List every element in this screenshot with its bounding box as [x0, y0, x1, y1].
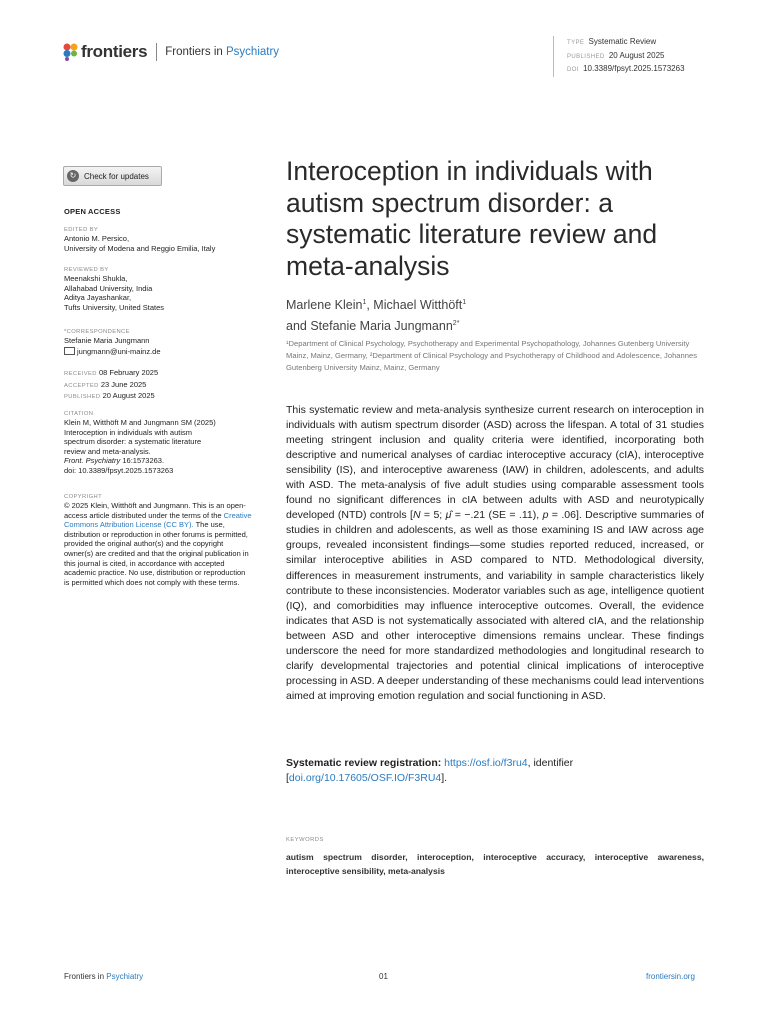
- frontiers-logo-icon: [63, 43, 78, 61]
- page-number: 01: [379, 972, 388, 981]
- journal-header: [63, 42, 279, 62]
- dates: RECEIVED 08 February 2025 ACCEPTED 23 June 2025 PUBLISHED 20 August 2025: [64, 368, 159, 401]
- license-link[interactable]: Creative Commons Attribution License (CC BY).: [64, 510, 252, 530]
- edited-by: EDITED BY Antonio M. Persico, University of Modena and Reggio Emilia, Italy: [64, 227, 216, 253]
- refresh-icon: ↻: [67, 170, 79, 182]
- journal-name[interactable]: Frontiers in Psychiatry: [165, 46, 280, 58]
- author-name[interactable]: Stefanie Maria Jungmann: [310, 318, 453, 333]
- published-date: 20 August 2025: [608, 50, 665, 60]
- email-link[interactable]: jungmann@uni-mainz.de: [64, 346, 254, 357]
- citation: CITATION Klein M, Witthöft M and Jungmann SM (2025) Interoception in individuals with autism spectrum disorder: a systematic literature review and meta-analysis. Front. Psychiatry 16:1573263. doi: 10.3389/fpsyt.2025.1573263: [64, 411, 216, 475]
- affiliations: ¹Department of Clinical Psychology, Psychotherapy and Experimental Psychopathology, Johannes Gutenberg University Mainz, Mainz, Germany, ²Department of Clinical Psychology and Psychotherapy of Childhood and Adolescence, Johannes Gutenberg University Mainz, Mainz, Germany: [286, 339, 697, 372]
- doi-label: DOI: [567, 67, 579, 73]
- osf-link[interactable]: https://osf.io/f3ru4: [444, 757, 528, 769]
- correspondence: *CORRESPONDENCE Stefanie Maria Jungmann jungmann@uni-mainz.de: [64, 328, 254, 356]
- doi-value[interactable]: 10.3389/fpsyt.2025.1573263: [583, 64, 685, 73]
- registration-doi-link[interactable]: doi.org/10.17605/OSF.IO/F3RU4: [288, 772, 442, 784]
- article-title: Interoception in individuals with autism spectrum disorder: a systematic literature review and meta-analysis: [286, 156, 658, 281]
- check-updates-label: Check for updates: [84, 171, 149, 181]
- envelope-icon: [64, 347, 75, 355]
- footer-site-link[interactable]: frontiersin.org: [646, 972, 695, 981]
- frontiers-logo-text: frontiers: [81, 42, 148, 61]
- published-label: PUBLISHED: [567, 53, 605, 60]
- copyright: COPYRIGHT © 2025 Klein, Witthöft and Jungmann. This is an open-access article distributed under the terms of the Creative Commons Attribution License (CC BY). The use, distribution or reproduction in other forums is permitted, provided the original author(s) and the copyright owner(s) are credited and that the original publication in this journal is cited, in accordance with accepted academic practice. No use, distribution or reproduction is permitted which does not comply with these terms.: [64, 494, 252, 587]
- author-list: Marlene Klein$^1$, Michael Witthöft$^1$ and Stefanie Maria Jungmann$^{2*}$: [286, 298, 467, 333]
- type-label: TYPE: [567, 40, 585, 46]
- registration: Systematic review registration: https://osf.io/f3ru4, identifier [doi.org/10.17605/OSF.IO/F3RU4].: [286, 757, 574, 784]
- author-name[interactable]: Michael Witthöft: [373, 298, 463, 313]
- keywords: autism spectrum disorder, interoception, interoceptive accuracy, interoceptive awareness, interoceptive sensibility, meta-analysis: [286, 852, 704, 876]
- keywords-label: KEYWORDS: [286, 837, 324, 843]
- abstract: This systematic review and meta-analysis synthesize current research on interoception in individuals with autism spectrum disorder (ASD) across the lifespan. A total of 31 studies meeting stringent inclusion and quality criteria were identified, incorporating both descriptive and numerical analyses of cardiac interoceptive accuracy (cIA), interoceptive sensibility (IS), and interoceptive awareness (IAW) in children, adolescents, and adults with ASD. The meta-analysis of five adult studies using comparable assessment tools found no significant differences in cIA between adults with ASD and neurotypically developed (NTD) controls [N = 5; μ̂ = −.21 (SE = .11), p = .06]. Descriptive summaries of studies in children and adolescents, as well as those examining IS and IAW across age groups, revealed inconsistent findings—some studies reported reduced, increased, or similar interoceptive abilities in ASD compared to NTD. Methodological diversity, differences in measurement instruments, and variability in sample characteristics likely contribute to these inconsistencies. Moderator variables such as age, intelligence quotient (IQ), and comorbidities may influence interoceptive outcomes. Overall, the evidence indicates that ASD is not systematically associated with altered cIA, and the relationship between ASD and other interoceptive dimensions remains unclear. These findings underscore the need for more standardized methodologies and longitudinal research to clarify developmental trajectories and potential clinical implications of interoceptive processing in ASD. A deeper understanding of these mechanisms could lead interventions aimed at improving emotion regulation and social functioning in ASD.: [286, 404, 705, 702]
- footer-journal[interactable]: Frontiers in Psychiatry: [64, 972, 144, 981]
- author-name[interactable]: Marlene Klein: [286, 298, 363, 313]
- reviewed-by: REVIEWED BY Meenakshi Shukla, Allahabad University, India Aditya Jayashankar, Tufts University, United States: [64, 267, 165, 312]
- divider: [156, 43, 157, 61]
- article-meta: [553, 36, 685, 77]
- article-type: Systematic Review: [588, 37, 657, 46]
- check-for-updates-button[interactable]: [63, 166, 162, 186]
- open-access-label: OPEN ACCESS: [64, 207, 121, 216]
